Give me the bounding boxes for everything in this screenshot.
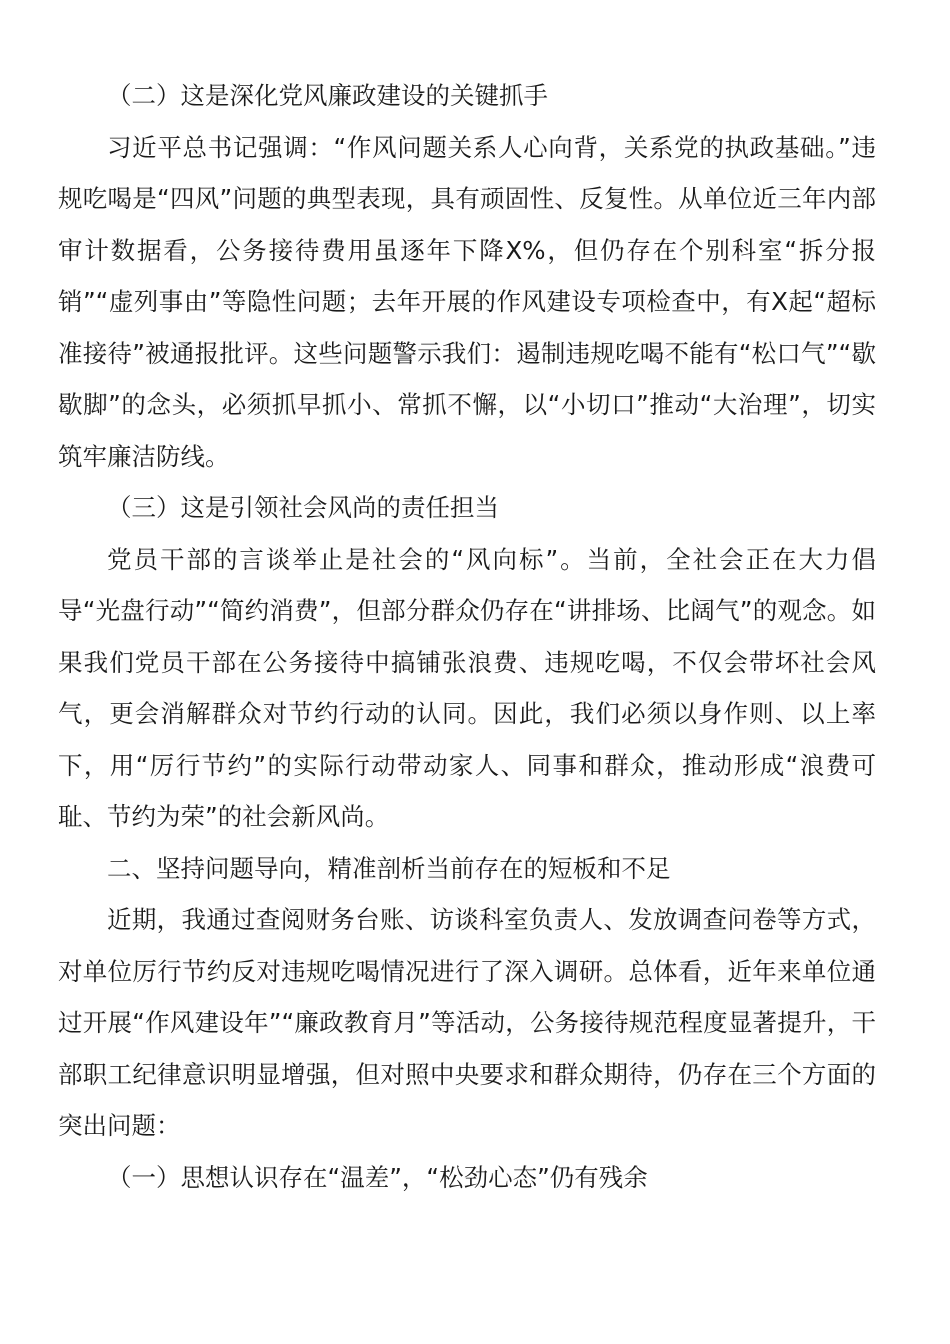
section-heading-2: （二）这是深化党风廉政建设的关键抓手	[107, 81, 548, 110]
body-paragraph: 党员干部的言谈举止是社会的“风向标”。当前，全社会正在大力倡导“光盘行动”“简约消费”，但部分群众仍存在“讲排场、比阔气”的观念。如果我们党员干部在公务接待中搞铺张浪费、违规吃喝，不仅会带坏社会风气，更会消解群众对节约行动的认同。因此，我们必须以身作则、以上率下，用“厉行节约”的实际行动带动家人、同事和群众，推动形成“浪费可耻、节约为荣”的社会新风尚。	[58, 544, 876, 831]
body-paragraph: 习近平总书记强调：“作风问题关系人心向背，关系党的执政基础。”违规吃喝是“四风”问题的典型表现，具有顽固性、反复性。从单位近三年内部审计数据看，公务接待费用虽逐年下降X%，但仍存在个别科室“拆分报销”“虚列事由”等隐性问题；去年开展的作风建设专项检查中，有X起“超标准接待”被通报批评。这些问题警示我们：遏制违规吃喝不能有“松口气”“歇歇脚”的念头，必须抓早抓小、常抓不懈，以“小切口”推动“大治理”，切实筑牢廉洁防线。	[58, 132, 876, 471]
section-heading-3: （三）这是引领社会风尚的责任担当	[107, 493, 499, 522]
body-paragraph: 近期，我通过查阅财务台账、访谈科室负责人、发放调查问卷等方式，对单位厉行节约反对违规吃喝情况进行了深入调研。总体看，近年来单位通过开展“作风建设年”“廉政教育月”等活动，公务接待规范程度显著提升，干部职工纪律意识明显增强，但对照中央要求和群众期待，仍存在三个方面的突出问题：	[58, 905, 876, 1140]
document-page	[58, 70, 876, 1203]
section-heading-1: （一）思想认识存在“温差”，“松劲心态”仍有残余	[107, 1162, 648, 1192]
chapter-heading-2: 二、坚持问题导向，精准剖析当前存在的短板和不足	[107, 853, 671, 883]
